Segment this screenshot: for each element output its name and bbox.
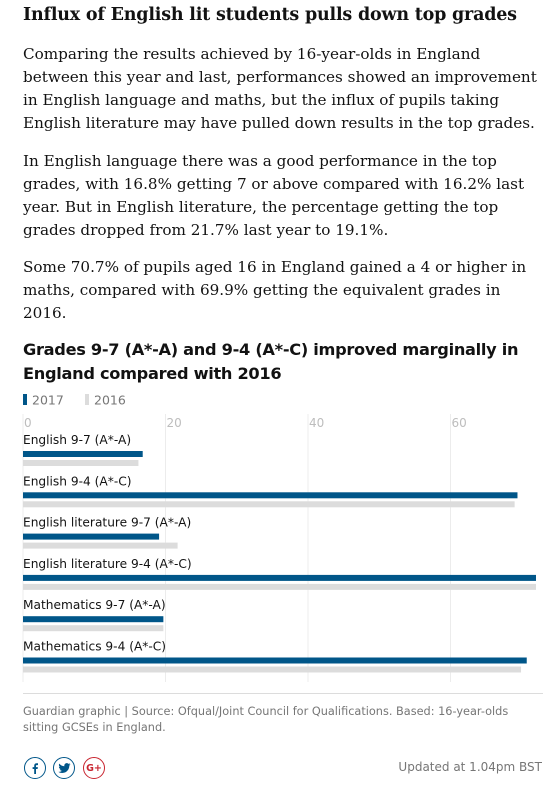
bar-2017-3 xyxy=(23,534,159,540)
headline: Influx of English lit students pulls down top grades xyxy=(23,5,517,25)
category-label: English literature 9-4 (A*-C) xyxy=(23,556,192,571)
updated-timestamp: Updated at 1.04pm BST xyxy=(398,760,542,774)
category-label: Mathematics 9-7 (A*-A) xyxy=(23,598,166,613)
paragraph-3: Some 70.7% of pupils aged 16 in England gained a 4 or higher in maths, compared with 69.9% getting the equivalent grades in 2016. xyxy=(23,258,527,322)
legend-swatch-2017 xyxy=(23,394,27,405)
google-plus-share-button[interactable] xyxy=(83,757,105,779)
bar-2016-2 xyxy=(23,501,515,507)
bar-2016-4 xyxy=(23,584,536,590)
tick-label-60: 60 xyxy=(451,416,467,430)
bar-2016-6 xyxy=(23,667,521,673)
legend-swatch-2016 xyxy=(85,394,89,405)
category-label: Mathematics 9-4 (A*-C) xyxy=(23,639,167,654)
category-label: English 9-7 (A*-A) xyxy=(23,433,132,447)
tick-label-20: 20 xyxy=(166,416,182,430)
bar-2017-6 xyxy=(23,658,527,664)
bar-2017-4 xyxy=(23,575,536,581)
legend-label-2016: 2016 xyxy=(94,392,126,408)
paragraph-2: In English language there was a good performance in the top grades, with 16.8% getting 7 or above compared with 16.2% last year. But in English literature, the percentage getting the top grades dropped from 21.7% last year to 19.1%. xyxy=(23,152,525,239)
twitter-icon xyxy=(58,762,71,774)
tick-label-0: 0 xyxy=(24,416,32,430)
chart-title: Grades 9-7 (A*-A) and 9-4 (A*-C) improved marginally in England compared with 2016 xyxy=(23,340,519,383)
bar-2016-1 xyxy=(23,460,138,466)
category-label: English literature 9-7 (A*-A) xyxy=(23,515,192,530)
paragraph-1: Comparing the results achieved by 16-year-olds in England between this year and last, performances showed an improvement in English language and maths, but the influx of pupils taking English literature may have pulled down results in the top grades. xyxy=(23,45,537,132)
google-plus-icon: G+ xyxy=(86,762,102,774)
facebook-icon xyxy=(29,762,41,774)
bar-2017-2 xyxy=(23,492,517,498)
twitter-share-button[interactable] xyxy=(53,757,75,779)
legend-label-2017: 2017 xyxy=(32,392,64,408)
bar-2017-5 xyxy=(23,616,163,622)
category-label: English 9-4 (A*-C) xyxy=(23,474,132,489)
tick-label-40: 40 xyxy=(309,416,325,430)
source-note: Guardian graphic | Source: Ofqual/Joint Council for Qualifications. Based: 16-year-olds sitting GCSEs in England. xyxy=(23,705,509,734)
bar-2017-1 xyxy=(23,451,143,457)
bar-2016-5 xyxy=(23,625,163,631)
footer-divider xyxy=(23,693,543,694)
bar-2016-3 xyxy=(23,543,178,549)
facebook-share-button[interactable] xyxy=(24,757,46,779)
